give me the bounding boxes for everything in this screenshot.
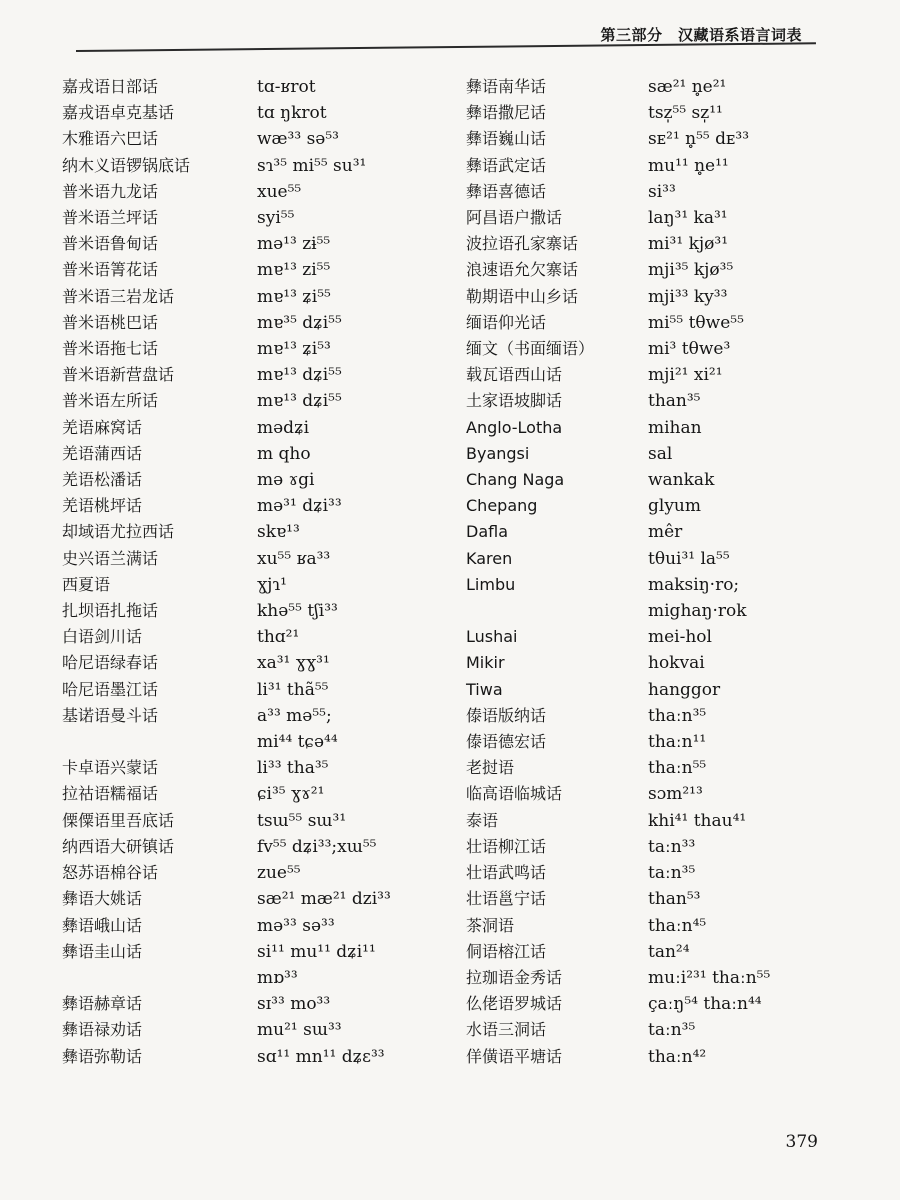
word-form: wæ³³ sə⁵³ xyxy=(257,129,339,150)
language-name: 普米语鲁甸话 xyxy=(62,234,159,254)
language-name: 水语三洞话 xyxy=(466,1020,547,1040)
language-name: 却域语尤拉西话 xyxy=(62,522,175,542)
word-form: mu²¹ sɯ³³ xyxy=(257,1020,342,1041)
language-name: Mikir xyxy=(466,653,505,673)
language-name: Chang Naga xyxy=(466,470,565,490)
word-entry-row xyxy=(62,179,391,205)
word-form: sɔm²¹³ xyxy=(648,784,703,805)
word-entry-row xyxy=(62,598,391,624)
word-entry-row xyxy=(466,205,770,231)
word-entry-row xyxy=(62,808,391,834)
word-form: mɐ³⁵ dʑi⁵⁵ xyxy=(257,312,342,333)
word-form: tan²⁴ xyxy=(648,941,690,962)
language-name: 彝语赫章话 xyxy=(62,994,143,1014)
language-name: 茶洞语 xyxy=(466,915,515,935)
word-form: tɑ-ʁrot xyxy=(257,77,316,97)
word-entry-row xyxy=(466,336,770,362)
language-name: Karen xyxy=(466,548,513,568)
word-form: hanggor xyxy=(648,679,721,700)
word-form: ɕi³⁵ ɣɤ²¹ xyxy=(257,784,325,805)
language-name: 纳西语大研镇话 xyxy=(62,836,175,856)
word-form: ɣjɿ¹ xyxy=(257,574,287,595)
language-name: 缅文（书面缅语） xyxy=(466,339,595,359)
word-form: sal xyxy=(648,443,673,464)
word-entry-row xyxy=(466,310,770,336)
word-entry-row xyxy=(62,913,391,939)
word-form: mɐ¹³ zi⁵⁵ xyxy=(257,260,331,281)
language-name: Dafla xyxy=(466,522,509,542)
word-entry-row xyxy=(466,965,770,991)
word-entry-row xyxy=(466,703,770,729)
word-form: thaːn⁴⁵ xyxy=(648,915,707,936)
word-form: tsɯ⁵⁵ sɯ³¹ xyxy=(257,810,347,831)
word-form: mi³¹ kjø³¹ xyxy=(648,234,729,255)
word-form: sᴇ²¹ n̥⁵⁵ dᴇ³³ xyxy=(648,129,750,150)
word-entry-row xyxy=(62,493,391,519)
word-form: mə ɤgi xyxy=(257,470,315,491)
word-form: tɑ ŋkrot xyxy=(257,103,327,124)
language-name: 彝语圭山话 xyxy=(62,941,143,961)
language-name: 拉祜语糯福话 xyxy=(62,784,159,804)
running-header: 第三部分 汉藏语系语言词表 xyxy=(600,26,802,44)
word-entry-row xyxy=(62,100,391,126)
word-entry-row xyxy=(466,74,770,100)
language-name: 哈尼语绿春话 xyxy=(62,653,159,673)
word-entry-row xyxy=(466,388,770,414)
word-entry-row xyxy=(466,126,770,152)
word-form: taːn³⁵ xyxy=(648,1020,696,1041)
word-entry-row xyxy=(62,834,391,860)
word-entry-row xyxy=(62,546,391,572)
word-form: maksiŋ·ro; xyxy=(648,574,740,595)
word-form: thaːn⁴² xyxy=(648,1046,707,1067)
language-name: 普米语三岩龙话 xyxy=(62,286,175,306)
language-name: 嘉戎语卓克基话 xyxy=(62,103,175,123)
word-form: wankak xyxy=(648,470,715,491)
word-entry-row xyxy=(466,729,770,755)
word-entry-row xyxy=(62,703,391,729)
word-entry-row xyxy=(466,991,770,1017)
word-entry-row xyxy=(62,388,391,414)
word-entry-row xyxy=(466,834,770,860)
word-form: sɪ³³ mo³³ xyxy=(257,994,331,1015)
language-name: 傈僳语里吾底话 xyxy=(62,810,175,830)
word-entry-row xyxy=(62,467,391,493)
language-name: 载瓦语西山话 xyxy=(466,365,563,385)
word-entry-row xyxy=(466,677,770,703)
word-form: skɐ¹³ xyxy=(257,522,300,543)
word-form: mi⁵⁵ tθwe⁵⁵ xyxy=(648,312,744,333)
word-entry-row xyxy=(466,572,770,598)
language-name: 泰语 xyxy=(466,810,499,830)
language-name: 壮语武鸣话 xyxy=(466,863,547,883)
word-entry-row xyxy=(466,257,770,283)
language-name: 羌语蒲西话 xyxy=(62,443,143,463)
word-form: mighaŋ·rok xyxy=(648,601,747,622)
word-entry-row xyxy=(466,939,770,965)
word-entry-row xyxy=(466,1044,770,1070)
language-name: 普米语桃巴话 xyxy=(62,312,159,332)
word-entry-row xyxy=(466,598,770,624)
word-entry-row xyxy=(466,362,770,388)
word-entry-row xyxy=(62,205,391,231)
word-form: mei-hol xyxy=(648,627,712,648)
language-name: 普米语箐花话 xyxy=(62,260,159,280)
word-entry-row xyxy=(466,441,770,467)
language-name: 壮语邕宁话 xyxy=(466,889,547,909)
header-rule xyxy=(76,42,816,52)
word-form: si¹¹ mu¹¹ dʑi¹¹ xyxy=(257,941,376,962)
word-form: thaːn⁵⁵ xyxy=(648,758,707,779)
language-name: 老挝语 xyxy=(466,758,515,778)
language-name: 彝语撒尼话 xyxy=(466,103,547,123)
word-entry-row xyxy=(62,231,391,257)
word-form: a³³ mə⁵⁵; xyxy=(257,705,332,726)
word-entry-row xyxy=(62,860,391,886)
word-entry-row xyxy=(466,781,770,807)
word-entry-row xyxy=(466,650,770,676)
word-form: khi⁴¹ thau⁴¹ xyxy=(648,810,747,831)
language-name: 普米语拖七话 xyxy=(62,339,159,359)
page-number: 379 xyxy=(785,1132,818,1152)
word-entry-row xyxy=(62,415,391,441)
word-form: tsz̩⁵⁵ sz̩¹¹ xyxy=(648,103,723,124)
word-entry-row xyxy=(62,624,391,650)
word-form: mji²¹ xi²¹ xyxy=(648,365,723,386)
word-form: mɐ¹³ ʑi⁵³ xyxy=(257,339,331,360)
word-form: laŋ³¹ ka³¹ xyxy=(648,208,728,229)
word-form: mi³ tθwe³ xyxy=(648,339,731,360)
word-form: taːn³³ xyxy=(648,836,696,857)
word-form: si³³ xyxy=(648,181,676,202)
word-form: muːi²³¹ thaːn⁵⁵ xyxy=(648,967,771,988)
word-form: mji³³ ky³³ xyxy=(648,286,728,307)
word-entry-row xyxy=(62,965,391,991)
language-name: 西夏语 xyxy=(62,574,111,594)
language-name: 彝语大姚话 xyxy=(62,889,143,909)
word-form: sɿ³⁵ mi⁵⁵ su³¹ xyxy=(257,155,367,176)
language-name: 佯僙语平塘话 xyxy=(466,1046,563,1066)
word-entry-row xyxy=(62,729,391,755)
language-name xyxy=(466,598,648,624)
word-form: hokvai xyxy=(648,653,705,674)
language-name: 侗语榕江话 xyxy=(466,941,547,961)
word-entry-row xyxy=(62,257,391,283)
word-form: mɐ¹³ dʑi⁵⁵ xyxy=(257,365,342,386)
word-entry-row xyxy=(62,755,391,781)
language-name: 彝语武定话 xyxy=(466,155,547,175)
language-name: 普米语新营盘话 xyxy=(62,365,175,385)
word-entry-row xyxy=(466,153,770,179)
word-entry-row xyxy=(62,441,391,467)
word-form: than⁵³ xyxy=(648,889,701,910)
language-name xyxy=(62,729,257,755)
word-entry-row xyxy=(466,100,770,126)
word-entry-row xyxy=(466,624,770,650)
language-name: Limbu xyxy=(466,574,516,594)
language-name: Lushai xyxy=(466,627,518,647)
language-name: 白语剑川话 xyxy=(62,627,143,647)
word-entry-row xyxy=(466,755,770,781)
language-name: 基诺语曼斗话 xyxy=(62,705,159,725)
word-form: thaːn³⁵ xyxy=(648,705,707,726)
word-form: sæ²¹ mæ²¹ dzi³³ xyxy=(257,889,391,910)
word-form: mɒ³³ xyxy=(257,967,298,988)
word-form: thaːn¹¹ xyxy=(648,732,707,753)
word-entry-row xyxy=(62,1044,391,1070)
word-form: m qho xyxy=(257,443,311,464)
word-form: taːn³⁵ xyxy=(648,863,696,884)
language-name: 勒期语中山乡话 xyxy=(466,286,579,306)
word-entry-row xyxy=(62,153,391,179)
language-name: Tiwa xyxy=(466,679,503,699)
language-name: 傣语版纳话 xyxy=(466,705,547,725)
word-entry-row xyxy=(466,546,770,572)
word-entry-row xyxy=(466,284,770,310)
language-name: 壮语柳江话 xyxy=(466,836,547,856)
word-entry-row xyxy=(62,572,391,598)
word-entry-row xyxy=(62,126,391,152)
word-form: mɐ¹³ ʑi⁵⁵ xyxy=(257,286,331,307)
word-form: mədʑi xyxy=(257,417,310,438)
word-entry-row xyxy=(466,493,770,519)
word-entry-row xyxy=(62,1017,391,1043)
word-entry-row xyxy=(62,284,391,310)
word-form: mə³¹ dʑi³³ xyxy=(257,496,342,517)
language-name: 纳木义语锣锅底话 xyxy=(62,155,191,175)
word-form: sæ²¹ n̥e²¹ xyxy=(648,77,727,97)
word-entry-row xyxy=(466,808,770,834)
language-name: 羌语桃坪话 xyxy=(62,496,143,516)
word-form: mə¹³ zi̵⁵⁵ xyxy=(257,234,331,255)
word-form: sɑ¹¹ mn¹¹ dʑɛ³³ xyxy=(257,1046,385,1067)
language-name xyxy=(62,965,257,991)
word-entry-row xyxy=(466,179,770,205)
word-form: thɑ²¹ xyxy=(257,627,300,648)
left-word-list xyxy=(62,74,391,1070)
word-form: glyum xyxy=(648,496,701,517)
language-name: 木雅语六巴话 xyxy=(62,129,159,149)
language-name: 拉珈语金秀话 xyxy=(466,967,563,987)
word-entry-row xyxy=(466,467,770,493)
word-entry-row xyxy=(62,886,391,912)
word-form: mihan xyxy=(648,417,702,438)
language-name: 羌语麻窝话 xyxy=(62,417,143,437)
word-form: mêr xyxy=(648,522,683,543)
word-form: xu⁵⁵ ʁa³³ xyxy=(257,548,331,569)
language-name: 彝语巍山话 xyxy=(466,129,547,149)
word-entry-row xyxy=(466,886,770,912)
word-entry-row xyxy=(466,1017,770,1043)
language-name: 怒苏语棉谷话 xyxy=(62,863,159,883)
language-name: 彝语弥勒话 xyxy=(62,1046,143,1066)
language-name: 波拉语孔家寨话 xyxy=(466,234,579,254)
language-name: 彝语南华话 xyxy=(466,77,547,96)
word-form: çaːŋ⁵⁴ thaːn⁴⁴ xyxy=(648,994,762,1015)
language-name: Chepang xyxy=(466,496,538,516)
word-form: than³⁵ xyxy=(648,391,701,412)
word-form: khə⁵⁵ tʃi³³ xyxy=(257,601,338,622)
word-entry-row xyxy=(62,781,391,807)
word-entry-row xyxy=(466,860,770,886)
word-entry-row xyxy=(62,310,391,336)
word-entry-row xyxy=(62,991,391,1017)
language-name: 缅语仰光话 xyxy=(466,312,547,332)
word-form: mi⁴⁴ tɕə⁴⁴ xyxy=(257,732,338,753)
word-entry-row xyxy=(62,650,391,676)
language-name: 临高语临城话 xyxy=(466,784,563,804)
word-form: tθui³¹ la⁵⁵ xyxy=(648,548,730,569)
language-name: 浪速语允欠寨话 xyxy=(466,260,579,280)
language-name: 嘉戎语日部话 xyxy=(62,77,159,96)
language-name: Byangsi xyxy=(466,443,530,463)
word-entry-row xyxy=(62,336,391,362)
language-name: 扎坝语扎拖话 xyxy=(62,601,159,621)
word-entry-row xyxy=(62,519,391,545)
word-form: mɐ¹³ dʑi⁵⁵ xyxy=(257,391,342,412)
language-name: 卡卓语兴蒙话 xyxy=(62,758,159,778)
word-form: mə³³ sə³³ xyxy=(257,915,335,936)
language-name: 普米语左所话 xyxy=(62,391,159,411)
word-form: mji³⁵ kjø³⁵ xyxy=(648,260,734,281)
language-name: 史兴语兰满话 xyxy=(62,548,159,568)
word-entry-row xyxy=(466,231,770,257)
language-name: 羌语松潘话 xyxy=(62,470,143,490)
word-entry-row xyxy=(62,362,391,388)
language-name: 阿昌语户撒话 xyxy=(466,208,563,228)
word-entry-row xyxy=(466,913,770,939)
word-form: mu¹¹ n̥e¹¹ xyxy=(648,155,729,176)
language-name: 土家语坡脚话 xyxy=(466,391,563,411)
word-entry-row xyxy=(466,519,770,545)
word-form: syi⁵⁵ xyxy=(257,208,295,229)
word-form: li³¹ thã⁵⁵ xyxy=(257,679,329,700)
word-entry-row xyxy=(62,677,391,703)
right-word-list xyxy=(466,74,770,1070)
word-form: xa³¹ ɣɣ³¹ xyxy=(257,653,330,674)
language-name: 彝语禄劝话 xyxy=(62,1020,143,1040)
language-name: 傣语德宏话 xyxy=(466,732,547,752)
language-name: Anglo-Lotha xyxy=(466,417,563,437)
word-form: zue⁵⁵ xyxy=(257,863,301,884)
word-entry-row xyxy=(466,415,770,441)
language-name: 仫佬语罗城话 xyxy=(466,994,563,1014)
word-form: xue⁵⁵ xyxy=(257,181,302,202)
language-name: 彝语喜德话 xyxy=(466,181,547,201)
language-name: 彝语峨山话 xyxy=(62,915,143,935)
word-entry-row xyxy=(62,74,391,100)
language-name: 哈尼语墨江话 xyxy=(62,679,159,699)
word-form: li³³ tha³⁵ xyxy=(257,758,329,779)
word-form: fv⁵⁵ dʑi³³;xɯ⁵⁵ xyxy=(257,836,377,857)
word-entry-row xyxy=(62,939,391,965)
language-name: 普米语九龙话 xyxy=(62,181,159,201)
language-name: 普米语兰坪话 xyxy=(62,208,159,228)
